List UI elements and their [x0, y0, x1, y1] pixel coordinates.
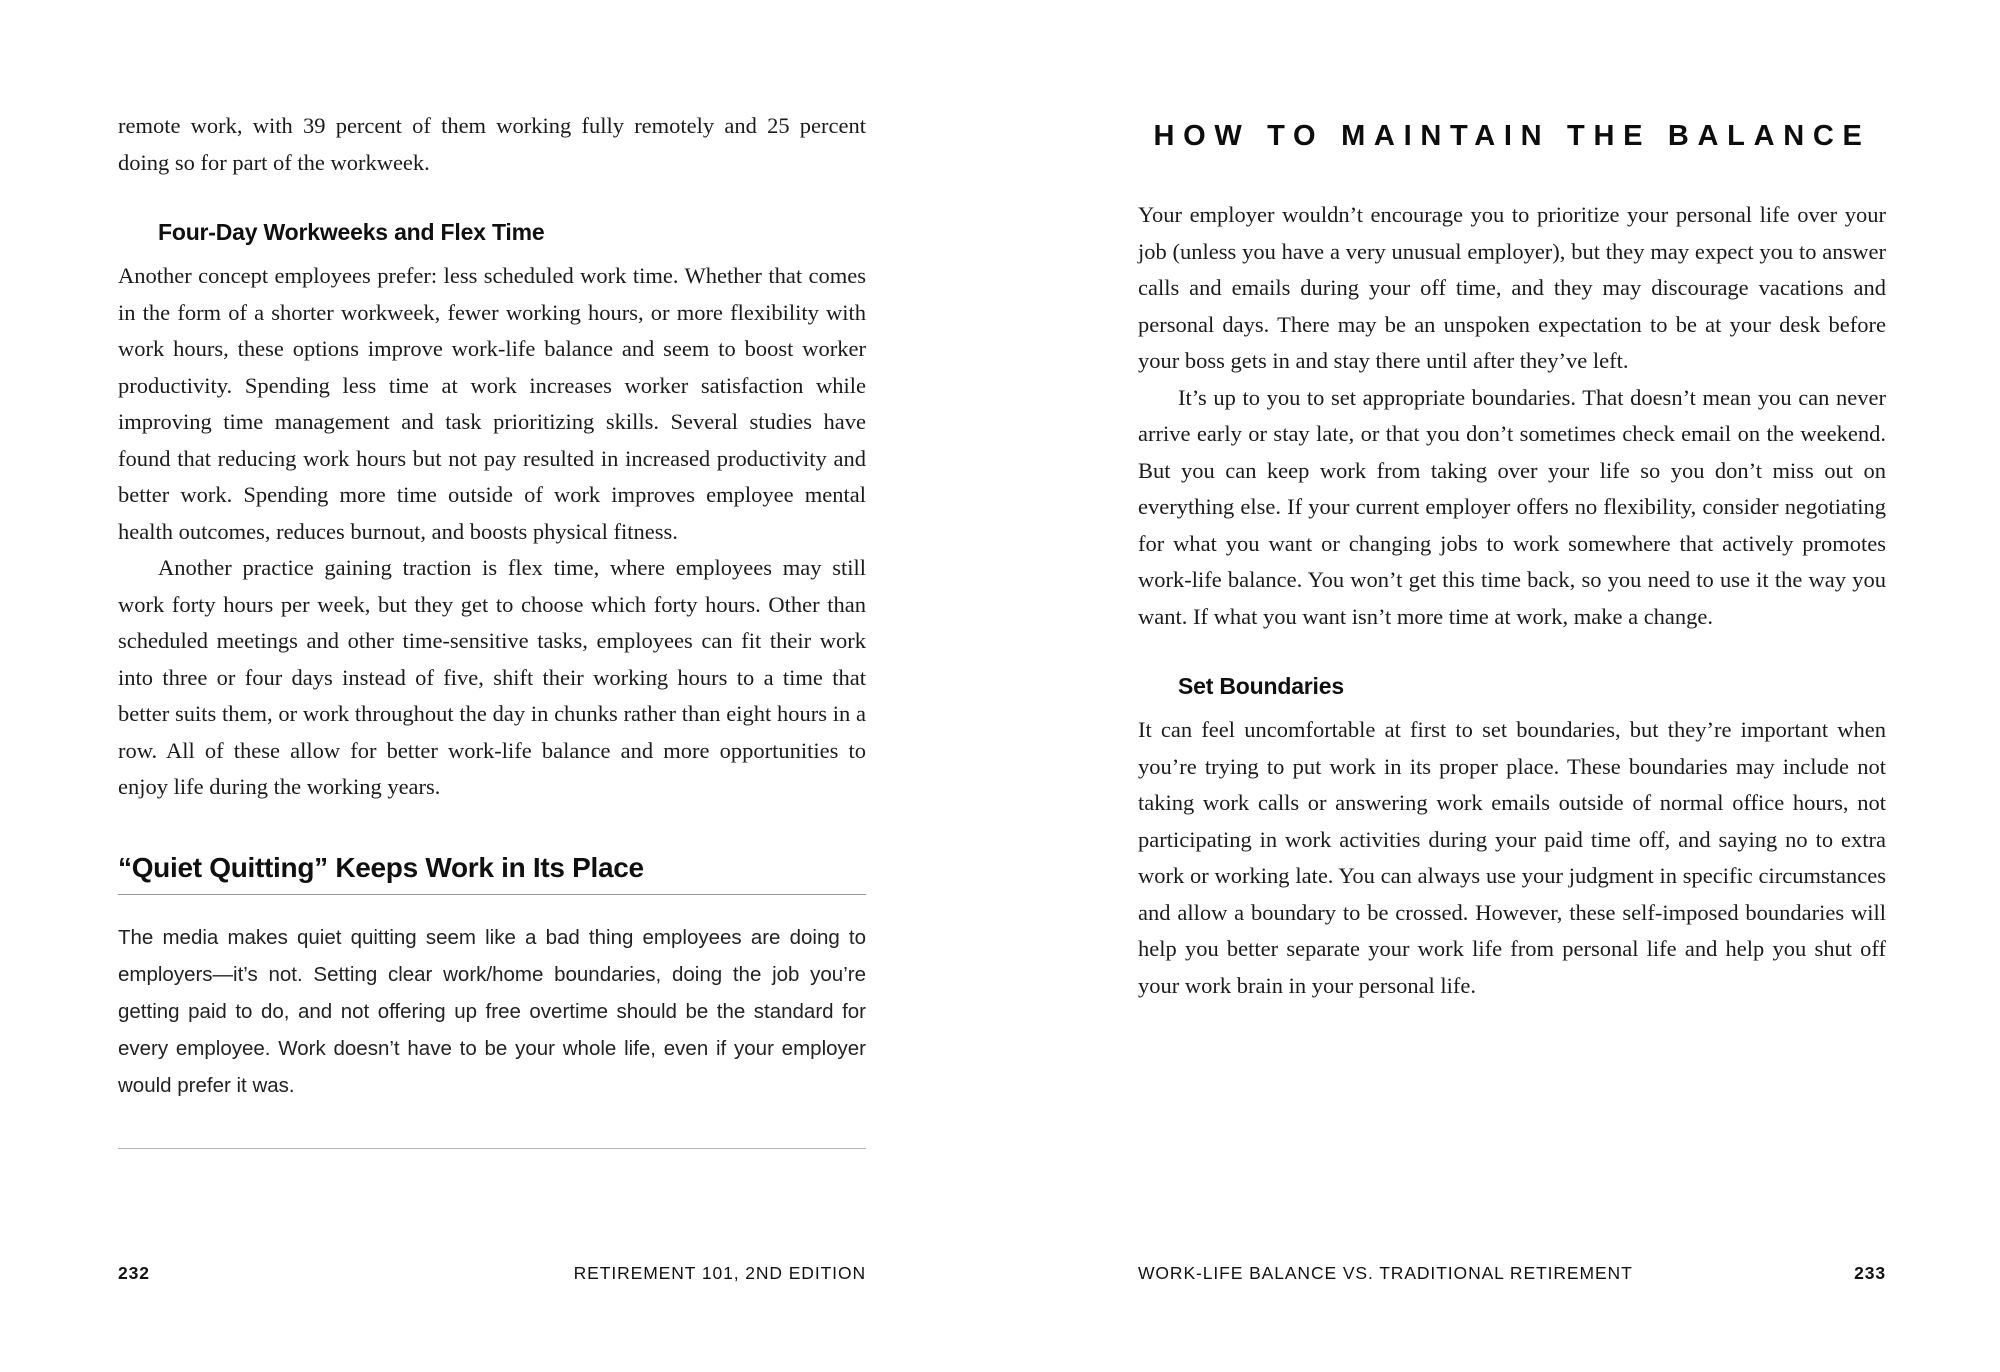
sidebar-heading-quiet-quitting: “Quiet Quitting” Keeps Work in Its Place	[118, 852, 866, 895]
sidebar-paragraph: The media makes quiet quitting seem like a bad thing employees are doing to employers—it’s not. Setting clear work/home boundaries, doing the job you’re getting paid to do, and not offering up free overtime should be the standard for every employee. Work doesn’t have to be your whole life, even if your employer would prefer it was.	[118, 925, 866, 1097]
page-left	[118, 0, 866, 1372]
continuation-paragraph: remote work, with 39 percent of them working fully remotely and 25 percent doing so for part of the workweek.	[118, 113, 866, 175]
paragraph-boundaries: It can feel uncomfortable at first to set boundaries, but they’re important when you’re trying to put work in its proper place. These boundaries may include not taking work calls or answering work emails outside of normal office hours, not participating in work activities during your paid time off, and saying no to extra work or working late. You can always use your judgment in specific circumstances and allow a boundary to be crossed. However, these self-imposed boundaries will help you better separate your work life from personal life and help you shut off your work brain in your personal life.	[1138, 717, 1886, 998]
footer-right	[1138, 1263, 1886, 1284]
footer-left	[118, 1263, 866, 1284]
page-number-left: 232	[118, 1263, 150, 1283]
page-right-content	[1138, 0, 1886, 1004]
book-running-title: RETIREMENT 101, 2ND EDITION	[573, 1263, 866, 1283]
paragraph-balance-2: It’s up to you to set appropriate boundaries. That doesn’t mean you can never arrive early or stay late, or that you don’t sometimes check email on the weekend. But you can keep work from taking over your life so you don’t miss out on everything else. If your current employer offers no flexibility, consider negotiating for what you want or changing jobs to work somewhere that actively promotes work-life balance. You won’t get this time back, so you need to use it the way you want. If what you want isn’t more time at work, make a change.	[1138, 384, 1886, 629]
paragraph-flex-time-1: Another concept employees prefer: less scheduled work time. Whether that comes in the form of a shorter workweek, fewer working hours, or more flexibility with work hours, these options improve work-life balance and seem to boost worker productivity. Spending less time at work increases worker satisfaction while improving time management and task prioritizing skills. Several studies have found that reducing work hours but not pay resulted in increased productivity and better work. Spending more time outside of work improves employee mental health outcomes, reduces burnout, and boosts physical fitness.	[118, 263, 866, 544]
chapter-running-title: WORK-LIFE BALANCE VS. TRADITIONAL RETIREMENT	[1138, 1263, 1633, 1283]
subheading-set-boundaries: Set Boundaries	[1178, 673, 1344, 699]
paragraph-flex-time-2: Another practice gaining traction is flex time, where employees may still work forty hours per week, but they get to choose which forty hours. Other than scheduled meetings and other time-sensitive tasks, employees can fit their work into three or four days instead of five, shift their working hours to a time that better suits them, or work throughout the day in chunks rather than eight hours in a row. All of these allow for better work-life balance and more opportunities to enjoy life during the working years.	[118, 555, 866, 799]
sidebar-bottom-rule	[118, 1148, 866, 1149]
page-right	[1138, 0, 1886, 1372]
page-number-right: 233	[1854, 1263, 1886, 1283]
page-left-content	[118, 0, 866, 1149]
paragraph-balance-1: Your employer wouldn’t encourage you to prioritize your personal life over your job (unless you have a very unusual employer), but they may expect you to answer calls and emails during your off time, and they may discourage vacations and personal days. There may be an unspoken expectation to be at your desk before your boss gets in and stay there until after they’ve left.	[1138, 202, 1886, 373]
chapter-heading: HOW TO MAINTAIN THE BALANCE	[1153, 120, 1871, 152]
subheading-four-day-workweeks: Four-Day Workweeks and Flex Time	[158, 219, 545, 245]
